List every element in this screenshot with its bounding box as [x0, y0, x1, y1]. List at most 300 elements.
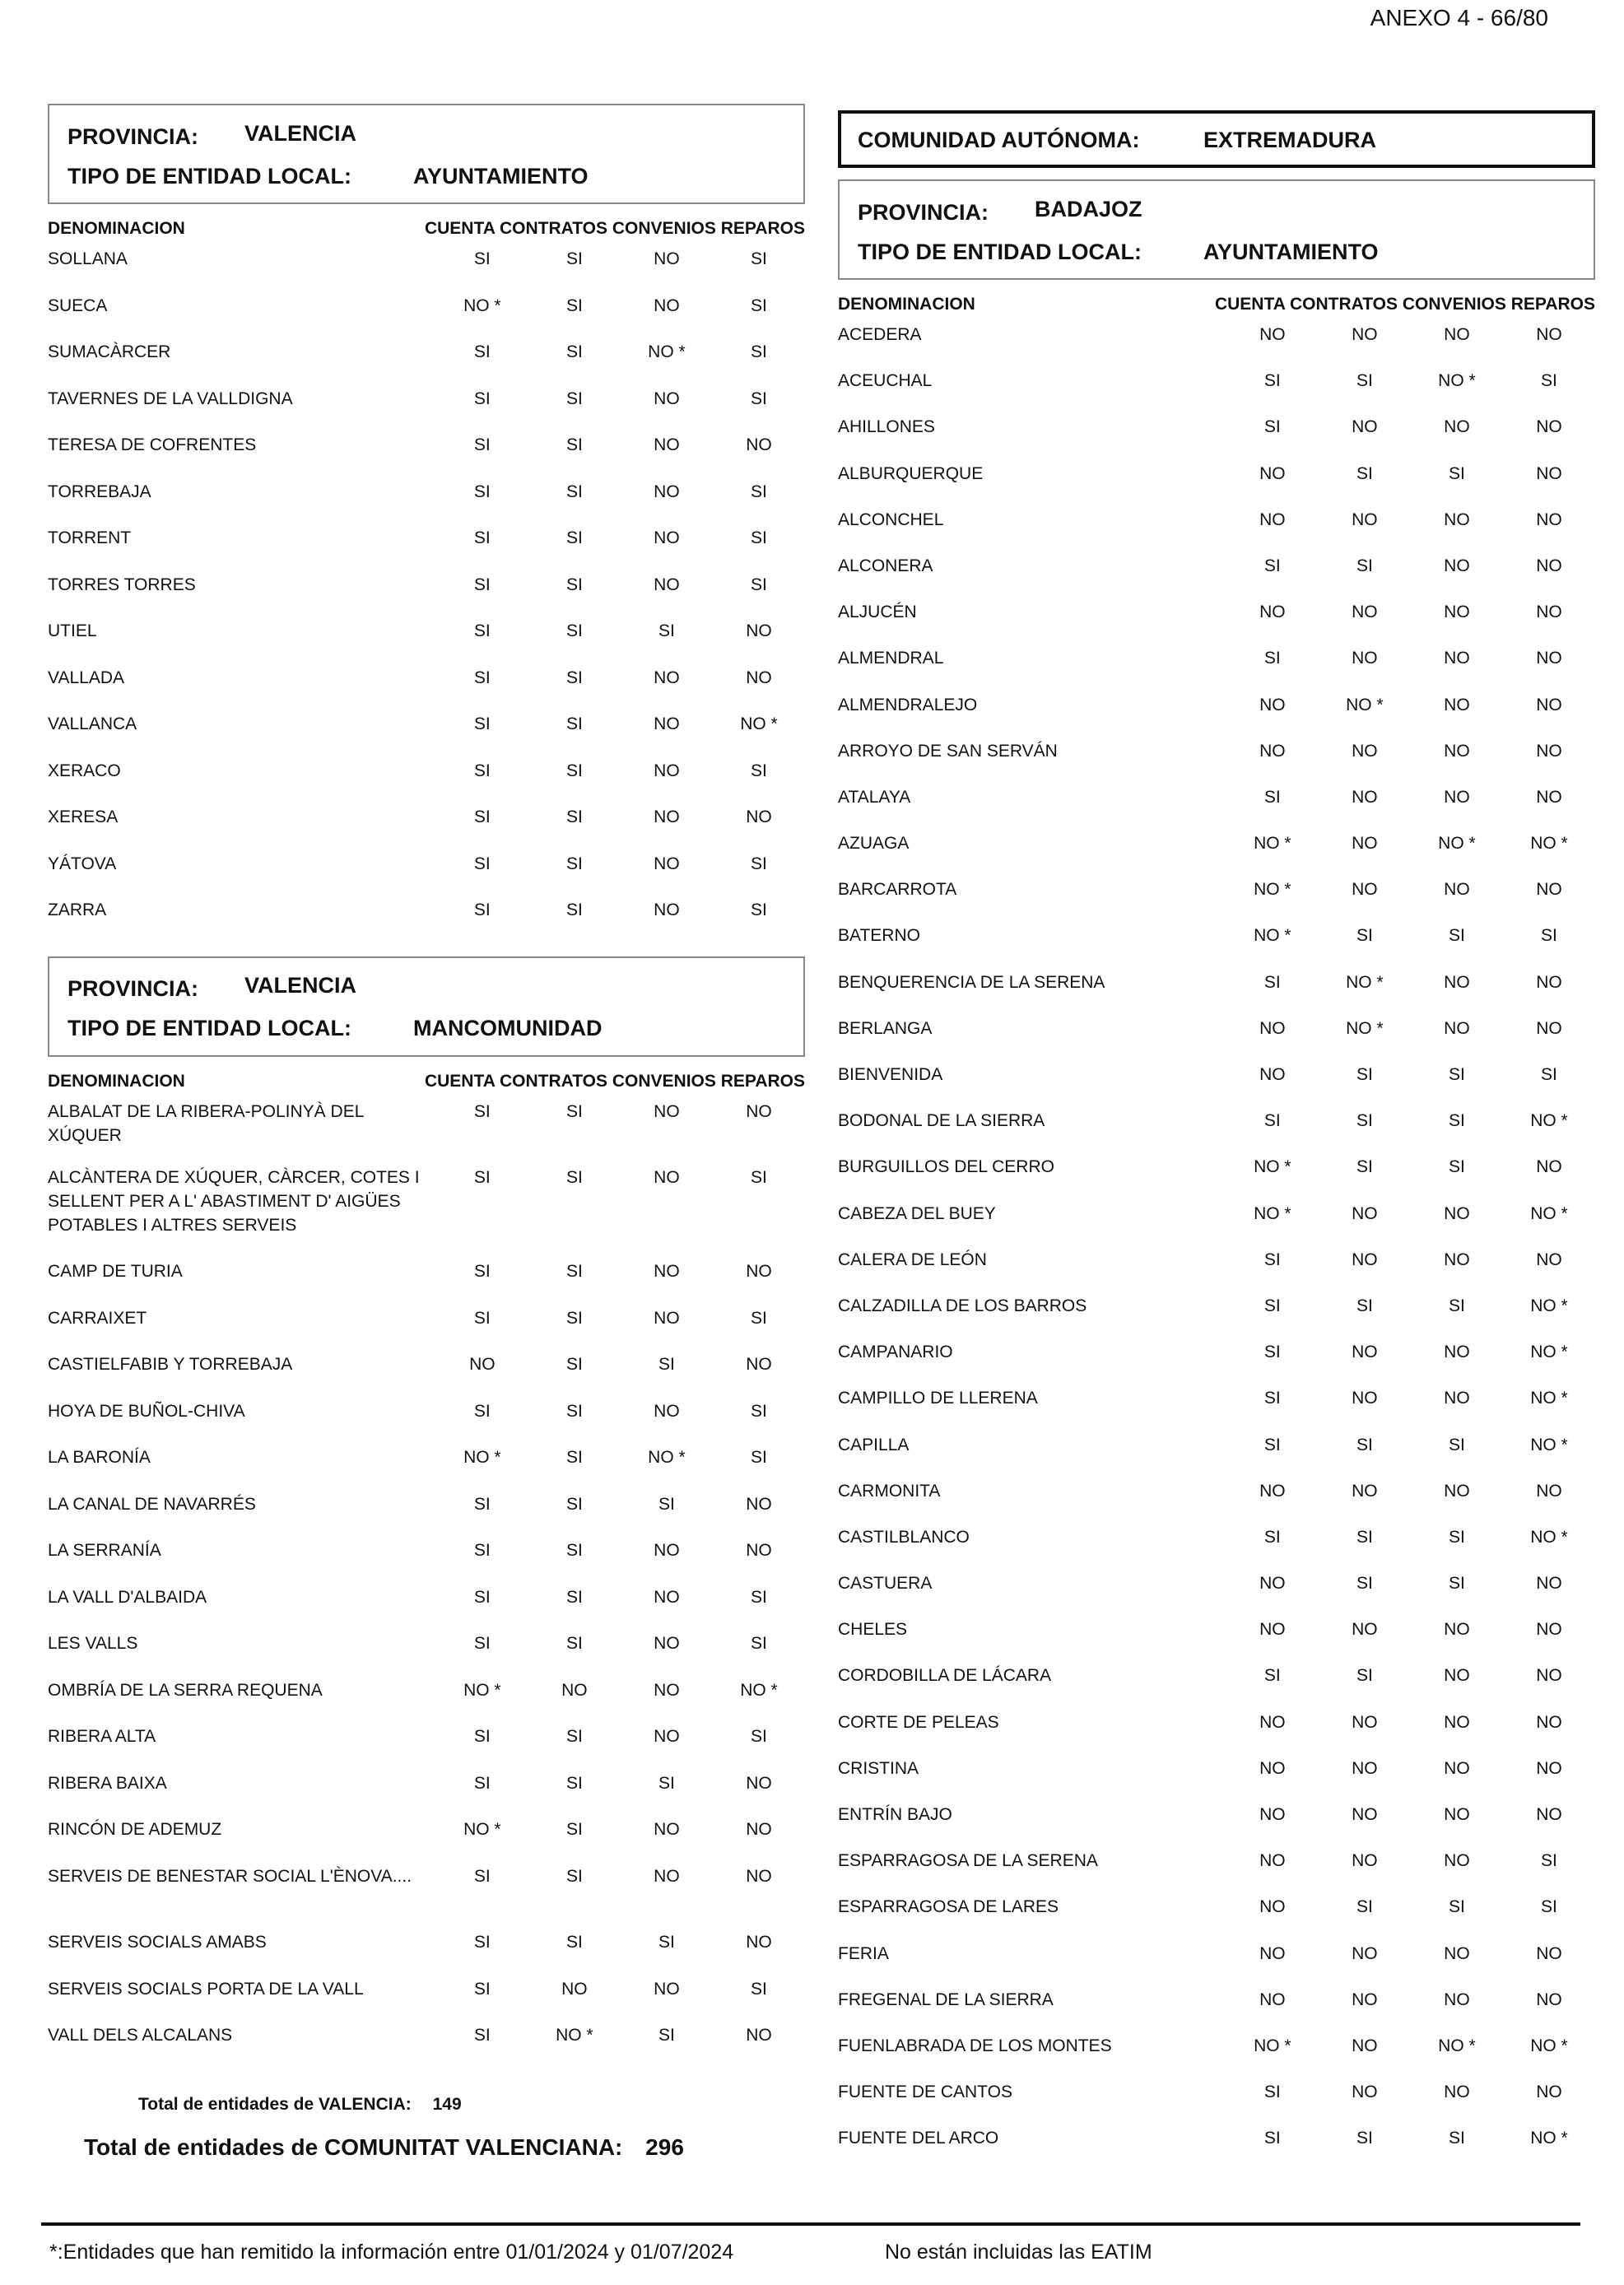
provincia-value: VALENCIA — [244, 973, 357, 998]
convenios-value: SI — [658, 621, 675, 640]
cuenta-value: SI — [1263, 649, 1281, 668]
contratos-value: SI — [1356, 1111, 1373, 1131]
contratos-value: NO — [1352, 1203, 1378, 1223]
reparos-value: NO — [746, 1494, 772, 1514]
cuenta-value: SI — [473, 714, 491, 733]
entity-name: BODONAL DE LA SIERRA — [838, 1111, 1045, 1131]
footer-excluded-note: No están incluidas las EATIM — [885, 2241, 1152, 2264]
entity-name: ALMENDRALEJO — [838, 695, 978, 714]
reparos-value: SI — [751, 296, 767, 315]
convenios-value: NO — [654, 1587, 680, 1607]
contratos-value: NO — [561, 1979, 588, 1999]
reparos-value: SI — [751, 1401, 767, 1421]
contratos-value: NO — [1352, 880, 1378, 900]
cuenta-value: SI — [473, 901, 491, 919]
reparos-value: NO — [746, 1773, 772, 1793]
contratos-value: SI — [565, 1634, 583, 1653]
contratos-value: SI — [565, 1308, 583, 1328]
entity-name: BURGUILLOS DEL CERRO — [838, 1157, 1054, 1177]
convenios-value: NO — [654, 1680, 680, 1700]
reparos-value: NO * — [740, 1680, 778, 1700]
convenios-value: NO — [1444, 1851, 1470, 1871]
contratos-value: NO — [1352, 787, 1378, 807]
table-row — [838, 831, 1595, 877]
cuenta-value: SI — [473, 668, 491, 687]
contratos-value: NO * — [1346, 972, 1384, 992]
reparos-value: NO — [746, 1820, 772, 1839]
cuenta-value: SI — [1263, 1389, 1281, 1408]
table-row — [838, 1294, 1595, 1340]
contratos-value: SI — [565, 1727, 583, 1746]
entity-name: UTIEL — [48, 621, 97, 640]
table-row — [838, 1942, 1595, 1988]
cuenta-value: NO — [1259, 1481, 1286, 1501]
contratos-value: SI — [1356, 1065, 1373, 1084]
reparos-value: NO — [1536, 1574, 1562, 1594]
table-row — [838, 646, 1595, 692]
table-row — [48, 340, 805, 387]
entity-name: SOLLANA — [48, 249, 128, 268]
cuenta-value: SI — [473, 761, 491, 780]
reparos-value: NO * — [1530, 1111, 1568, 1131]
reparos-value: SI — [751, 1448, 767, 1467]
table-row — [48, 1306, 805, 1353]
contratos-value: SI — [1356, 1296, 1373, 1315]
reparos-value: NO — [1536, 1157, 1562, 1177]
entity-name: CRISTINA — [838, 1758, 919, 1778]
provincia-row — [67, 117, 785, 156]
reparos-value: NO — [1536, 556, 1562, 575]
table-row — [48, 1678, 805, 1725]
cuenta-value: NO — [1259, 603, 1286, 622]
entity-name: VALLANCA — [48, 714, 137, 733]
column-header — [48, 1063, 805, 1100]
value-columns-header: CUENTA CONTRATOS CONVENIOS REPAROS — [424, 219, 805, 238]
entity-name: FUENTE DE CANTOS — [838, 2083, 1012, 2102]
tipo-row — [67, 156, 785, 196]
contratos-value: NO — [1352, 1481, 1378, 1501]
reparos-value: NO — [1536, 1758, 1562, 1778]
entity-name: XERESA — [48, 807, 119, 826]
table-row — [48, 1538, 805, 1585]
contratos-value: SI — [565, 901, 583, 919]
table-row — [48, 2023, 805, 2070]
convenios-value: NO — [1444, 1943, 1470, 1963]
contratos-value: NO — [1352, 510, 1378, 529]
cuenta-value: NO — [1259, 1758, 1286, 1778]
table-row — [48, 1771, 805, 1818]
reparos-value: SI — [751, 575, 767, 594]
entity-name: RIBERA BAIXA — [48, 1773, 167, 1793]
convenios-value: NO — [654, 1308, 680, 1328]
convenios-value: SI — [1448, 1296, 1465, 1315]
entity-name: YÁTOVA — [48, 854, 117, 873]
cuenta-value: SI — [1263, 1111, 1281, 1131]
cuenta-value: NO — [1259, 1989, 1286, 2009]
entity-name: FUENLABRADA DE LOS MONTES — [838, 2036, 1112, 2055]
convenios-value: NO — [1444, 972, 1470, 992]
convenios-value: NO — [654, 296, 680, 315]
cuenta-value: SI — [473, 807, 491, 826]
cuenta-value: SI — [1263, 1527, 1281, 1547]
contratos-value: SI — [565, 296, 583, 315]
entity-name: ENTRÍN BAJO — [838, 1805, 952, 1824]
entity-name: CARMONITA — [838, 1481, 941, 1501]
provincia-row — [67, 970, 785, 1009]
entity-name: TORREBAJA — [48, 482, 151, 501]
convenios-value: NO — [1444, 1203, 1470, 1223]
convenios-value: NO — [654, 1727, 680, 1746]
reparos-value: NO — [746, 1933, 772, 1952]
cuenta-value: SI — [473, 1401, 491, 1421]
entity-name: TAVERNES DE LA VALLDIGNA — [48, 389, 293, 408]
cuenta-value: SI — [473, 1866, 491, 1886]
convenios-value: NO — [1444, 510, 1470, 529]
convenios-value: NO — [1444, 880, 1470, 900]
reparos-value: NO — [1536, 1666, 1562, 1686]
convenios-value: NO — [1444, 649, 1470, 668]
reparos-value: SI — [751, 761, 767, 780]
entity-name: VALLADA — [48, 668, 124, 687]
cuenta-value: SI — [1263, 787, 1281, 807]
contratos-value: SI — [565, 249, 583, 268]
contratos-value: SI — [565, 1448, 583, 1467]
table-row — [838, 739, 1595, 785]
convenios-value: NO — [654, 389, 680, 408]
reparos-value: NO — [1536, 880, 1562, 900]
provincia-value: VALENCIA — [244, 120, 357, 146]
cuenta-value: NO — [1259, 1712, 1286, 1732]
entity-name: AHILLONES — [838, 417, 935, 437]
table-row — [48, 1817, 805, 1864]
contratos-value: NO — [1352, 417, 1378, 437]
convenios-value: NO * — [648, 1448, 686, 1467]
reparos-value: NO — [1536, 787, 1562, 807]
contratos-value: SI — [565, 435, 583, 454]
provincia-label: PROVINCIA: — [858, 199, 989, 225]
convenios-value: NO — [1444, 1389, 1470, 1408]
contratos-value: SI — [565, 1773, 583, 1793]
cuenta-value: NO — [1259, 1620, 1286, 1640]
table-row — [48, 1631, 805, 1678]
table-row — [838, 2126, 1595, 2172]
denominacion-header: DENOMINACION — [48, 219, 185, 238]
entity-name: SUECA — [48, 296, 108, 315]
convenios-value: NO — [1444, 1989, 1470, 2009]
table-row — [48, 1100, 805, 1166]
convenios-value: NO — [1444, 1018, 1470, 1038]
table-row — [48, 1259, 805, 1306]
valencia-ayuntamiento-table — [48, 247, 805, 945]
table-row — [838, 415, 1595, 461]
convenios-value: NO — [654, 1262, 680, 1281]
contratos-value: NO — [1352, 1805, 1378, 1824]
convenios-value: NO — [1444, 556, 1470, 575]
entity-name: FERIA — [838, 1943, 889, 1963]
convenios-value: NO * — [648, 342, 686, 361]
entity-name: TORRES TORRES — [48, 575, 196, 594]
provincia-row — [858, 193, 1575, 232]
convenios-value: NO — [1444, 741, 1470, 761]
total-comunitat-label: Total de entidades de COMUNITAT VALENCIANA: — [84, 2134, 623, 2160]
badajoz-ayuntamiento-table — [838, 323, 1595, 2173]
reparos-value: NO — [1536, 510, 1562, 529]
reparos-value: SI — [1541, 1851, 1557, 1871]
table-row — [838, 1803, 1595, 1849]
entity-name: BENQUERENCIA DE LA SERENA — [838, 972, 1105, 992]
table-row — [838, 1571, 1595, 1617]
reparos-value: NO * — [1530, 2036, 1568, 2055]
contratos-value: SI — [1356, 1435, 1373, 1454]
convenios-value: SI — [1448, 1111, 1465, 1131]
contratos-value: NO — [1352, 1389, 1378, 1408]
cuenta-value: SI — [473, 1727, 491, 1746]
table-row — [48, 526, 805, 573]
table-row — [48, 1930, 805, 1977]
contratos-value: SI — [565, 528, 583, 547]
entity-name: CASTUERA — [838, 1574, 933, 1594]
contratos-value: NO — [1352, 1943, 1378, 1963]
contratos-value: NO — [1352, 1250, 1378, 1269]
convenios-value: SI — [658, 1773, 675, 1793]
footer-divider — [41, 2222, 1580, 2226]
tipo-row — [858, 232, 1575, 272]
entity-name: ARROYO DE SAN SERVÁN — [838, 741, 1058, 761]
column-header — [48, 211, 805, 247]
convenios-value: NO — [1444, 1343, 1470, 1362]
entity-name: VALL DELS ALCALANS — [48, 2026, 233, 2045]
cuenta-value: SI — [1263, 556, 1281, 575]
entity-name: ZARRA — [48, 901, 107, 919]
entity-name: ALMENDRAL — [838, 649, 944, 668]
convenios-value: NO — [1444, 1481, 1470, 1501]
reparos-value: NO * — [1530, 1527, 1568, 1547]
entity-name: CHELES — [838, 1620, 908, 1640]
reparos-value: NO — [746, 807, 772, 826]
entity-name: TERESA DE COFRENTES — [48, 435, 257, 454]
cuenta-value: SI — [473, 2026, 491, 2045]
reparos-value: NO — [746, 435, 772, 454]
convenios-value: SI — [658, 1494, 675, 1514]
convenios-value: NO — [1444, 1666, 1470, 1686]
annex-page-label: ANEXO 4 - 66/80 — [1370, 5, 1548, 30]
table-row — [48, 294, 805, 341]
total-provincia-label: Total de entidades de VALENCIA: — [138, 2094, 412, 2114]
reparos-value: SI — [751, 1587, 767, 1607]
contratos-value: SI — [565, 621, 583, 640]
convenios-value: SI — [1448, 926, 1465, 946]
cuenta-value: NO * — [1254, 834, 1291, 854]
tipo-label: TIPO DE ENTIDAD LOCAL: — [67, 163, 351, 188]
entity-name: XERACO — [48, 761, 121, 780]
table-row — [838, 1664, 1595, 1710]
total-provincia-value: 149 — [432, 2094, 462, 2114]
cuenta-value: SI — [473, 621, 491, 640]
entity-name: LA SERRANÍA — [48, 1541, 161, 1560]
reparos-value: SI — [751, 482, 767, 501]
reparos-value: NO — [1536, 972, 1562, 992]
cuenta-value: SI — [1263, 1250, 1281, 1269]
contratos-value: SI — [565, 575, 583, 594]
table-row — [48, 805, 805, 852]
cuenta-value: SI — [473, 1101, 491, 1121]
entity-name: CALERA DE LEÓN — [838, 1250, 987, 1269]
table-row — [48, 1492, 805, 1539]
reparos-value: NO — [1536, 463, 1562, 483]
table-row — [48, 1399, 805, 1446]
cuenta-value: SI — [1263, 1296, 1281, 1315]
contratos-value: SI — [565, 1541, 583, 1560]
entity-name: CASTILBLANCO — [838, 1527, 970, 1547]
convenios-value: NO — [654, 1541, 680, 1560]
entity-name: OMBRÍA DE LA SERRA REQUENA — [48, 1680, 323, 1700]
contratos-value: NO * — [1346, 1018, 1384, 1038]
table-row — [838, 508, 1595, 554]
table-row — [838, 369, 1595, 415]
convenios-value: NO — [1444, 1250, 1470, 1269]
convenios-value: NO — [654, 435, 680, 454]
cuenta-value: SI — [473, 1979, 491, 1999]
entity-name: ALCONERA — [838, 556, 933, 575]
reparos-value: NO — [1536, 1943, 1562, 1963]
reparos-value: NO — [1536, 1805, 1562, 1824]
reparos-value: NO * — [1530, 1389, 1568, 1408]
reparos-value: SI — [751, 901, 767, 919]
entity-name: CASTIELFABIB Y TORREBAJA — [48, 1355, 293, 1374]
contratos-value: SI — [1356, 556, 1373, 575]
table-row — [838, 693, 1595, 739]
cuenta-value: NO * — [463, 1680, 501, 1700]
contratos-value: NO — [561, 1680, 588, 1700]
table-row — [838, 877, 1595, 924]
cuenta-value: SI — [473, 249, 491, 268]
convenios-value: NO — [654, 854, 680, 873]
reparos-value: SI — [751, 1979, 767, 1999]
reparos-value: SI — [1541, 1065, 1557, 1084]
valencia-mancomunidad-table — [48, 1100, 805, 2070]
cuenta-value: SI — [473, 1773, 491, 1793]
footer-note: *:Entidades que han remitido la información entre 01/01/2024 y 01/07/2024 — [49, 2241, 734, 2264]
contratos-value: SI — [1356, 2129, 1373, 2148]
convenios-value: NO — [654, 668, 680, 687]
table-row — [48, 480, 805, 527]
convenios-value: NO — [1444, 1805, 1470, 1824]
entity-name: CAMPANARIO — [838, 1343, 953, 1362]
table-row — [48, 759, 805, 806]
reparos-value: SI — [751, 854, 767, 873]
cuenta-value: NO * — [1254, 880, 1291, 900]
entity-name: LA BARONÍA — [48, 1448, 151, 1467]
contratos-value: SI — [565, 854, 583, 873]
reparos-value: SI — [1541, 1897, 1557, 1917]
contratos-value: NO — [1352, 1620, 1378, 1640]
contratos-value: SI — [565, 1168, 583, 1187]
entity-name: CAPILLA — [838, 1435, 910, 1454]
cuenta-value: NO — [1259, 1018, 1286, 1038]
cuenta-value: SI — [473, 1262, 491, 1281]
entity-name: CALZADILLA DE LOS BARROS — [838, 1296, 1087, 1315]
reparos-value: NO — [1536, 2083, 1562, 2102]
contratos-value: SI — [1356, 463, 1373, 483]
reparos-value: SI — [751, 1727, 767, 1746]
table-row — [838, 1386, 1595, 1432]
convenios-value: SI — [1448, 463, 1465, 483]
cuenta-value: SI — [473, 482, 491, 501]
contratos-value: NO * — [1346, 695, 1384, 714]
cuenta-value: NO — [1259, 695, 1286, 714]
reparos-value: SI — [751, 1308, 767, 1328]
entity-name: SERVEIS SOCIALS AMABS — [48, 1933, 267, 1952]
table-row — [48, 712, 805, 759]
cuenta-value: NO * — [1254, 1203, 1291, 1223]
table-row — [838, 1710, 1595, 1757]
reparos-value: NO * — [1530, 1203, 1568, 1223]
reparos-value: NO — [746, 1101, 772, 1121]
cuenta-value: SI — [473, 1933, 491, 1952]
contratos-value: NO — [1352, 1712, 1378, 1732]
contratos-value: SI — [565, 1933, 583, 1952]
cuenta-value: SI — [1263, 2129, 1281, 2148]
table-row — [838, 600, 1595, 646]
reparos-value: NO * — [1530, 2129, 1568, 2148]
cuenta-value: SI — [473, 1494, 491, 1514]
reparos-value: SI — [751, 1168, 767, 1187]
reparos-value: NO — [1536, 1018, 1562, 1038]
table-row — [838, 1155, 1595, 1201]
value-columns-header: CUENTA CONTRATOS CONVENIOS REPAROS — [424, 1071, 805, 1091]
contratos-value: NO — [1352, 834, 1378, 854]
convenios-value: NO — [654, 1866, 680, 1886]
table-row — [48, 387, 805, 434]
contratos-value: SI — [1356, 1897, 1373, 1917]
table-row — [838, 1340, 1595, 1386]
contratos-value: SI — [1356, 1527, 1373, 1547]
contratos-value: SI — [565, 714, 583, 733]
reparos-value: NO — [746, 1355, 772, 1374]
tipo-label: TIPO DE ENTIDAD LOCAL: — [858, 239, 1142, 264]
section-header-valencia-ayuntamiento — [48, 104, 805, 204]
cuenta-value: SI — [473, 389, 491, 408]
convenios-value: NO — [654, 807, 680, 826]
entity-name: LES VALLS — [48, 1634, 138, 1653]
reparos-value: NO * — [1530, 1343, 1568, 1362]
contratos-value: NO — [1352, 1343, 1378, 1362]
contratos-value: SI — [565, 761, 583, 780]
table-row — [838, 785, 1595, 831]
contratos-value: SI — [565, 342, 583, 361]
contratos-value: SI — [565, 1494, 583, 1514]
convenios-value: NO * — [1438, 2036, 1476, 2055]
table-row — [838, 1109, 1595, 1155]
entity-name: ALJUCÉN — [838, 603, 917, 622]
contratos-value: SI — [565, 1866, 583, 1886]
convenios-value: SI — [1448, 1527, 1465, 1547]
entity-name: RINCÓN DE ADEMUZ — [48, 1820, 222, 1839]
convenios-value: NO — [654, 1634, 680, 1653]
cuenta-value: SI — [473, 528, 491, 547]
section-header-badajoz-ayuntamiento — [838, 179, 1595, 280]
comunidad-header — [838, 110, 1595, 168]
table-row — [48, 573, 805, 620]
table-row — [48, 1445, 805, 1492]
convenios-value: NO — [1444, 2083, 1470, 2102]
entity-name: HOYA DE BUÑOL-CHIVA — [48, 1401, 245, 1421]
convenios-value: SI — [1448, 1897, 1465, 1917]
convenios-value: SI — [658, 1933, 675, 1952]
tipo-row — [67, 1009, 785, 1049]
entity-name: ALBURQUERQUE — [838, 463, 984, 483]
convenios-value: SI — [1448, 1574, 1465, 1594]
